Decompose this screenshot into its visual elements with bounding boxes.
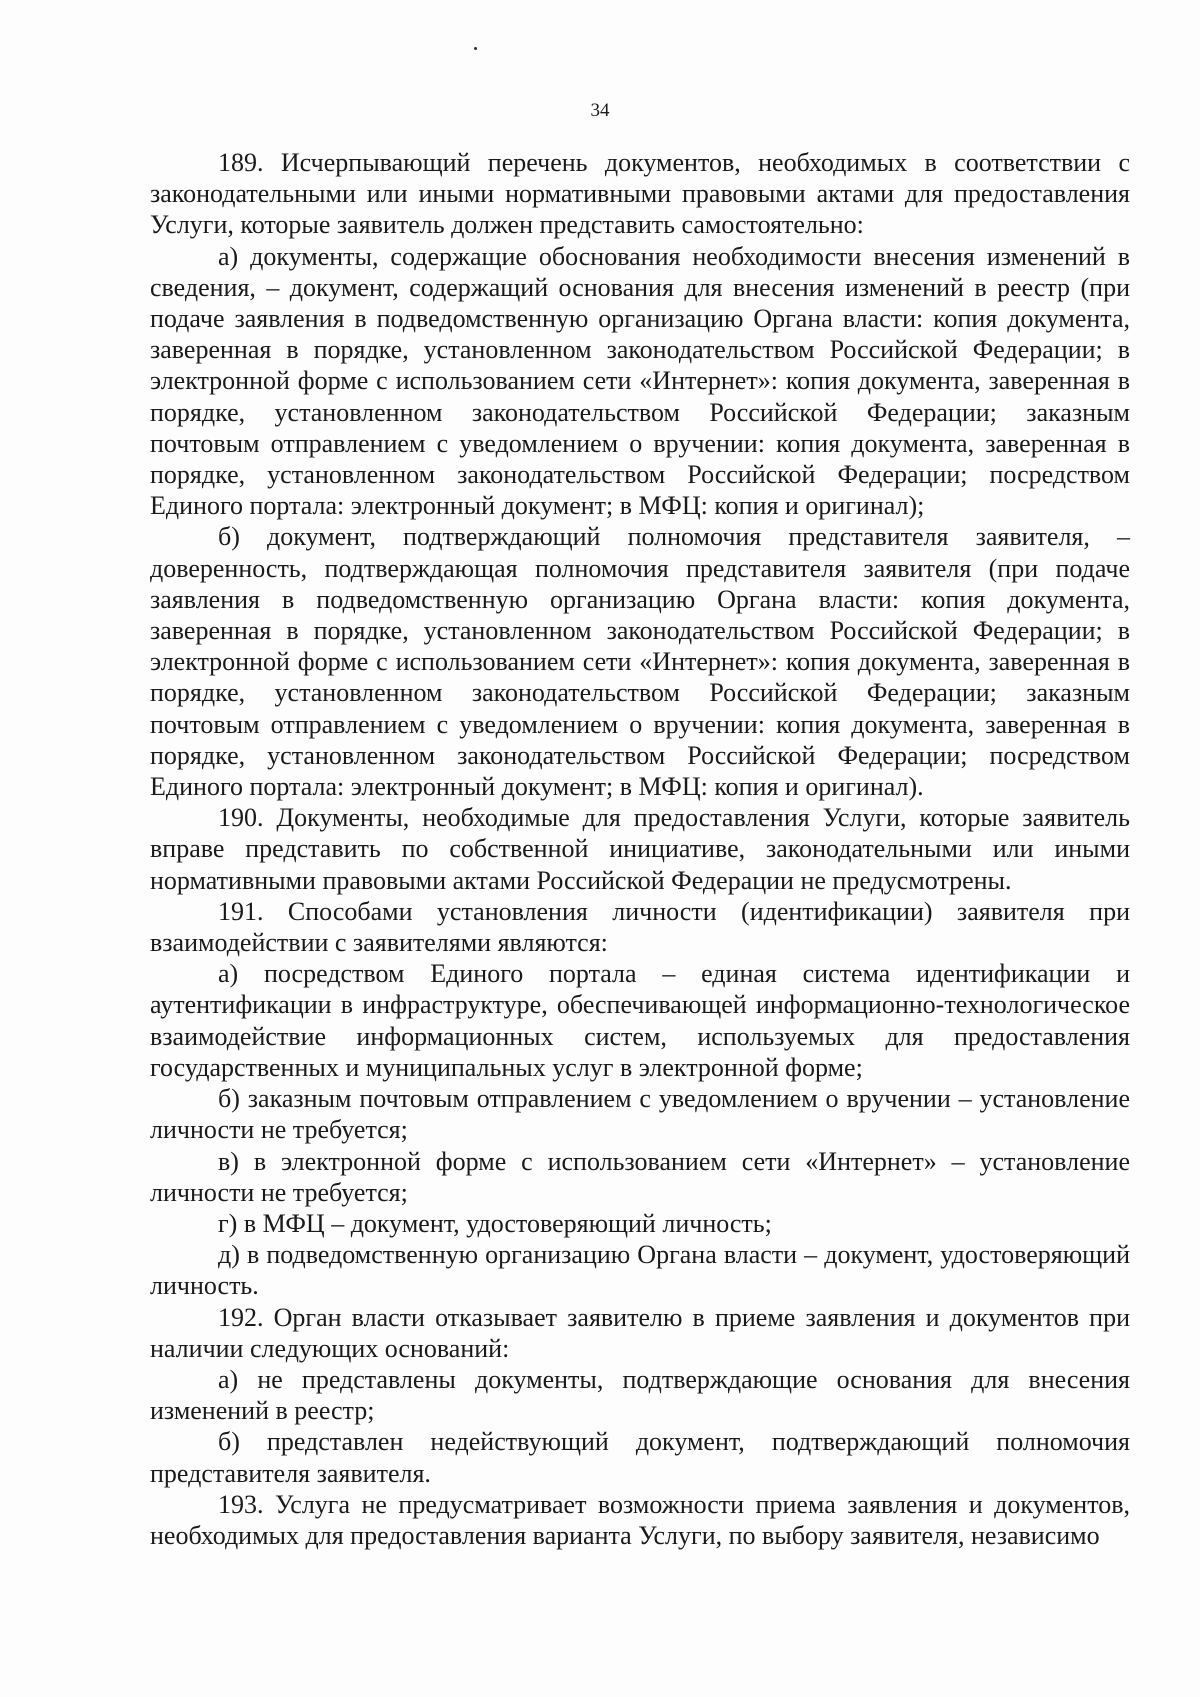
paragraph-193: 193. Услуга не предусматривает возможности приема заявления и документов, необходимых для предоставления варианта Услуги, по выбору заявителя, независимо — [150, 1489, 1130, 1550]
paragraph-191: 191. Способами установления личности (идентификации) заявителя при взаимодействии с заявителями являются: — [150, 896, 1130, 958]
paragraph-189: 189. Исчерпывающий перечень документов, необходимых в соответствии с законодательными или иными нормативными правовыми актами для предоставления Услуги, которые заявитель должен представить самостоятельно: — [150, 148, 1130, 240]
paragraph-191-b: б) заказным почтовым отправлением с уведомлением о вручении – установление личности не требуется; — [150, 1084, 1130, 1145]
paragraph-191-g: г) в МФЦ – документ, удостоверяющий личность; — [218, 1208, 772, 1238]
scan-speck — [474, 47, 477, 50]
paragraph-189-a: а) документы, содержащие обоснования необходимости внесения изменений в сведения, – документ, содержащий основания для внесения изменений в реестр (при подаче заявления в подведомственную организацию Органа власти: копия документа, заверенная в порядке, установленном законодательством Российской Федерации; в электронной форме с использованием сети «Интернет»: копия документа, заверенная в порядке, установленном законодательством Российской Федерации; заказным почтовым отправлением с уведомлением о вручении: копия документа, заверенная в порядке, установленном законодательством Российской Федерации; посредством Единого портала: электронный документ; в МФЦ: копия и оригинал); — [150, 241, 1130, 521]
paragraph-191-a: а) посредством Единого портала – единая система идентификации и аутентификации в инфраструктуре, обеспечивающей информационно-технологическое взаимодействие информационных систем, используемых для предоставления государственных и муниципальных услуг в электронной форме; — [150, 959, 1130, 1082]
paragraph-190: 190. Документы, необходимые для предоставления Услуги, которые заявитель вправе представить по собственной инициативе, законодательными или иными нормативными правовыми актами Российской Федерации не предусмотрены. — [150, 803, 1130, 895]
paragraph-191-v: в) в электронной форме с использованием сети «Интернет» – установление личности не требуется; — [150, 1146, 1130, 1207]
paragraph-191-d: д) в подведомственную организацию Органа власти – документ, удостоверяющий личность. — [150, 1240, 1130, 1301]
paragraph-192-a: а) не представлены документы, подтверждающие основания для внесения изменений в реестр; — [150, 1364, 1130, 1426]
paragraph-192-b: б) представлен недействующий документ, подтверждающий полномочия представителя заявителя. — [150, 1427, 1130, 1488]
paragraph-192: 192. Орган власти отказывает заявителю в приеме заявления и документов при наличии следующих оснований: — [150, 1302, 1130, 1363]
paragraph-189-b: б) документ, подтверждающий полномочия представителя заявителя, – доверенность, подтверждающая полномочия представителя заявителя (при подаче заявления в подведомственную организацию Органа власти: копия документа, заверенная в порядке, установленном законодательством Российской Федерации; в электронной форме с использованием сети «Интернет»: копия документа, заверенная в порядке, установленном законодательством Российской Федерации; заказным почтовым отправлением с уведомлением о вручении: копия документа, заверенная в порядке, установленном законодательством Российской Федерации; посредством Единого портала: электронный документ; в МФЦ: копия и оригинал). — [150, 522, 1130, 802]
page-number: 34 — [590, 100, 610, 121]
document-body — [150, 147, 1130, 1551]
